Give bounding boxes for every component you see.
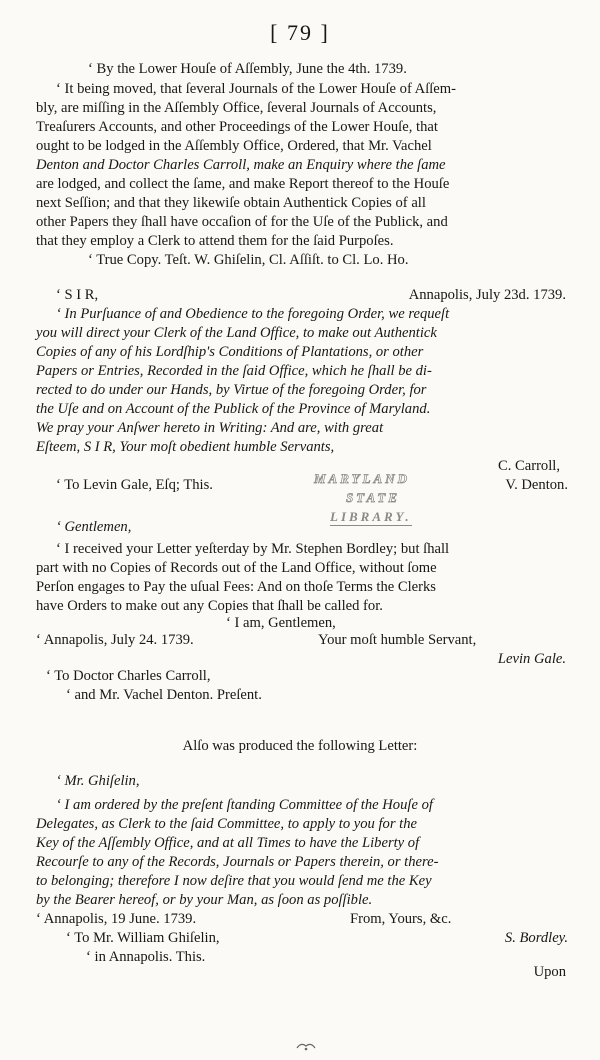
text-line: ‘ Mr. Ghiſelin, — [56, 773, 140, 789]
signature-line: S. Bordley. — [504, 930, 568, 946]
text-line: ‘ Annapolis, July 24. 1739. — [36, 632, 194, 648]
section-heading: Alſo was produced the following Letter: — [182, 738, 418, 754]
text-line: are lodged, and collect the ſame, and make Report thereof to the Houſe — [36, 176, 450, 192]
library-stamp-line: MARYLAND — [314, 471, 410, 486]
text-line: Perſon engages to Pay the uſual Fees: And on thoſe Terms the Clerks — [36, 579, 436, 595]
text-line: Papers or Entries, Recorded in the ſaid Office, which he ſhall be di- — [36, 363, 432, 379]
signature-line: C. Carroll, — [497, 458, 560, 474]
text-line: ‘ S I R, — [56, 287, 99, 303]
text-line: ought to be lodged in the Aſſembly Office, Ordered, that Mr. Vachel — [36, 138, 432, 154]
text-line: other Papers they ſhall have occaſion of for the Uſe of the Publick, and — [36, 214, 448, 230]
text-line: From, Yours, &c. — [350, 911, 452, 927]
text-line: that they employ a Clerk to attend them for the ſaid Purpoſes. — [36, 233, 394, 249]
text-line: rected to do under our Hands, by Virtue of the foregoing Order, for — [36, 382, 427, 398]
catchword: Upon — [533, 964, 566, 980]
text-line: ‘ Gentlemen, — [56, 519, 132, 535]
text-line: ‘ In Purſuance of and Obedience to the foregoing Order, we requeſt — [56, 306, 450, 322]
text-line: ‘ I received your Letter yeſterday by Mr. Stephen Bordley; but ſhall — [56, 541, 450, 557]
text-line: Recourſe to any of the Records, Journals or Papers therein, or there- — [36, 854, 439, 870]
library-stamp-line: LIBRARY. — [330, 509, 412, 524]
text-line: ‘ By the Lower Houſe of Aſſembly, June the 4th. 1739. — [88, 61, 407, 77]
text-line: Eſteem, S I R, Your moſt obedient humble Servants, — [36, 439, 335, 455]
printer-ornament-icon — [295, 1040, 317, 1052]
text-line: Your moſt humble Servant, — [318, 632, 477, 648]
text-line: next Seſſion; and that they likewiſe obtain Authentick Copies of all — [36, 195, 426, 211]
text-line: you will direct your Clerk of the Land Office, to make out Authentick — [36, 325, 437, 341]
text-line: bly, are miſſing in the Aſſembly Office, ſeveral Journals of Accounts, — [36, 100, 437, 116]
text-line: ‘ To Mr. William Ghiſelin, — [66, 930, 220, 946]
text-line: Key of the Aſſembly Office, and at all Times to have the Liberty of — [36, 835, 420, 851]
signature-line: V. Denton. — [505, 477, 568, 493]
text-line: ‘ To Levin Gale, Eſq; This. — [56, 477, 213, 493]
text-line: ‘ in Annapolis. This. — [86, 949, 206, 965]
library-stamp-line: STATE — [346, 490, 401, 505]
text-line: We pray your Anſwer hereto in Writing: And are, with great — [36, 420, 384, 436]
text-line: have Orders to make out any Copies that ſhall be called for. — [36, 598, 383, 614]
text-line: Treaſurers Accounts, and other Proceedings of the Lower Houſe, that — [36, 119, 438, 135]
text-line: ‘ and Mr. Vachel Denton. Preſent. — [66, 687, 262, 703]
signature-line: Levin Gale. — [497, 651, 566, 667]
text-line: Delegates, as Clerk to the ſaid Committee, to apply to you for the — [36, 816, 417, 832]
text-line: ‘ It being moved, that ſeveral Journals of the Lower Houſe of Aſſem- — [56, 81, 456, 97]
text-line: ‘ I am, Gentlemen, — [226, 615, 336, 631]
text-line: Copies of any of his Lordſhip's Conditions of Plantations, or other — [36, 344, 424, 360]
text-line: to belonging; therefore I now deſire that you would ſend me the Key — [36, 873, 432, 889]
text-line: the Uſe and on Account of the Publick of the Province of Maryland. — [36, 401, 431, 417]
text-line: ‘ True Copy. Teſt. W. Ghiſelin, Cl. Aſſiſt. to Cl. Lo. Ho. — [88, 252, 409, 268]
text-line: by the Bearer hereof, or by your Man, as ſoon as poſſible. — [36, 892, 373, 908]
text-line: part with no Copies of Records out of the Land Office, without ſome — [36, 560, 437, 576]
text-line: ‘ To Doctor Charles Carroll, — [46, 668, 211, 684]
text-line: Annapolis, July 23d. 1739. — [408, 287, 566, 303]
text-line: Denton and Doctor Charles Carroll, make an Enquiry where the ſame — [36, 157, 446, 173]
text-line: ‘ I am ordered by the preſent ſtanding Committee of the Houſe of — [56, 797, 433, 813]
text-line: ‘ Annapolis, 19 June. 1739. — [36, 911, 197, 927]
page-number: [ 79 ] — [270, 20, 330, 45]
